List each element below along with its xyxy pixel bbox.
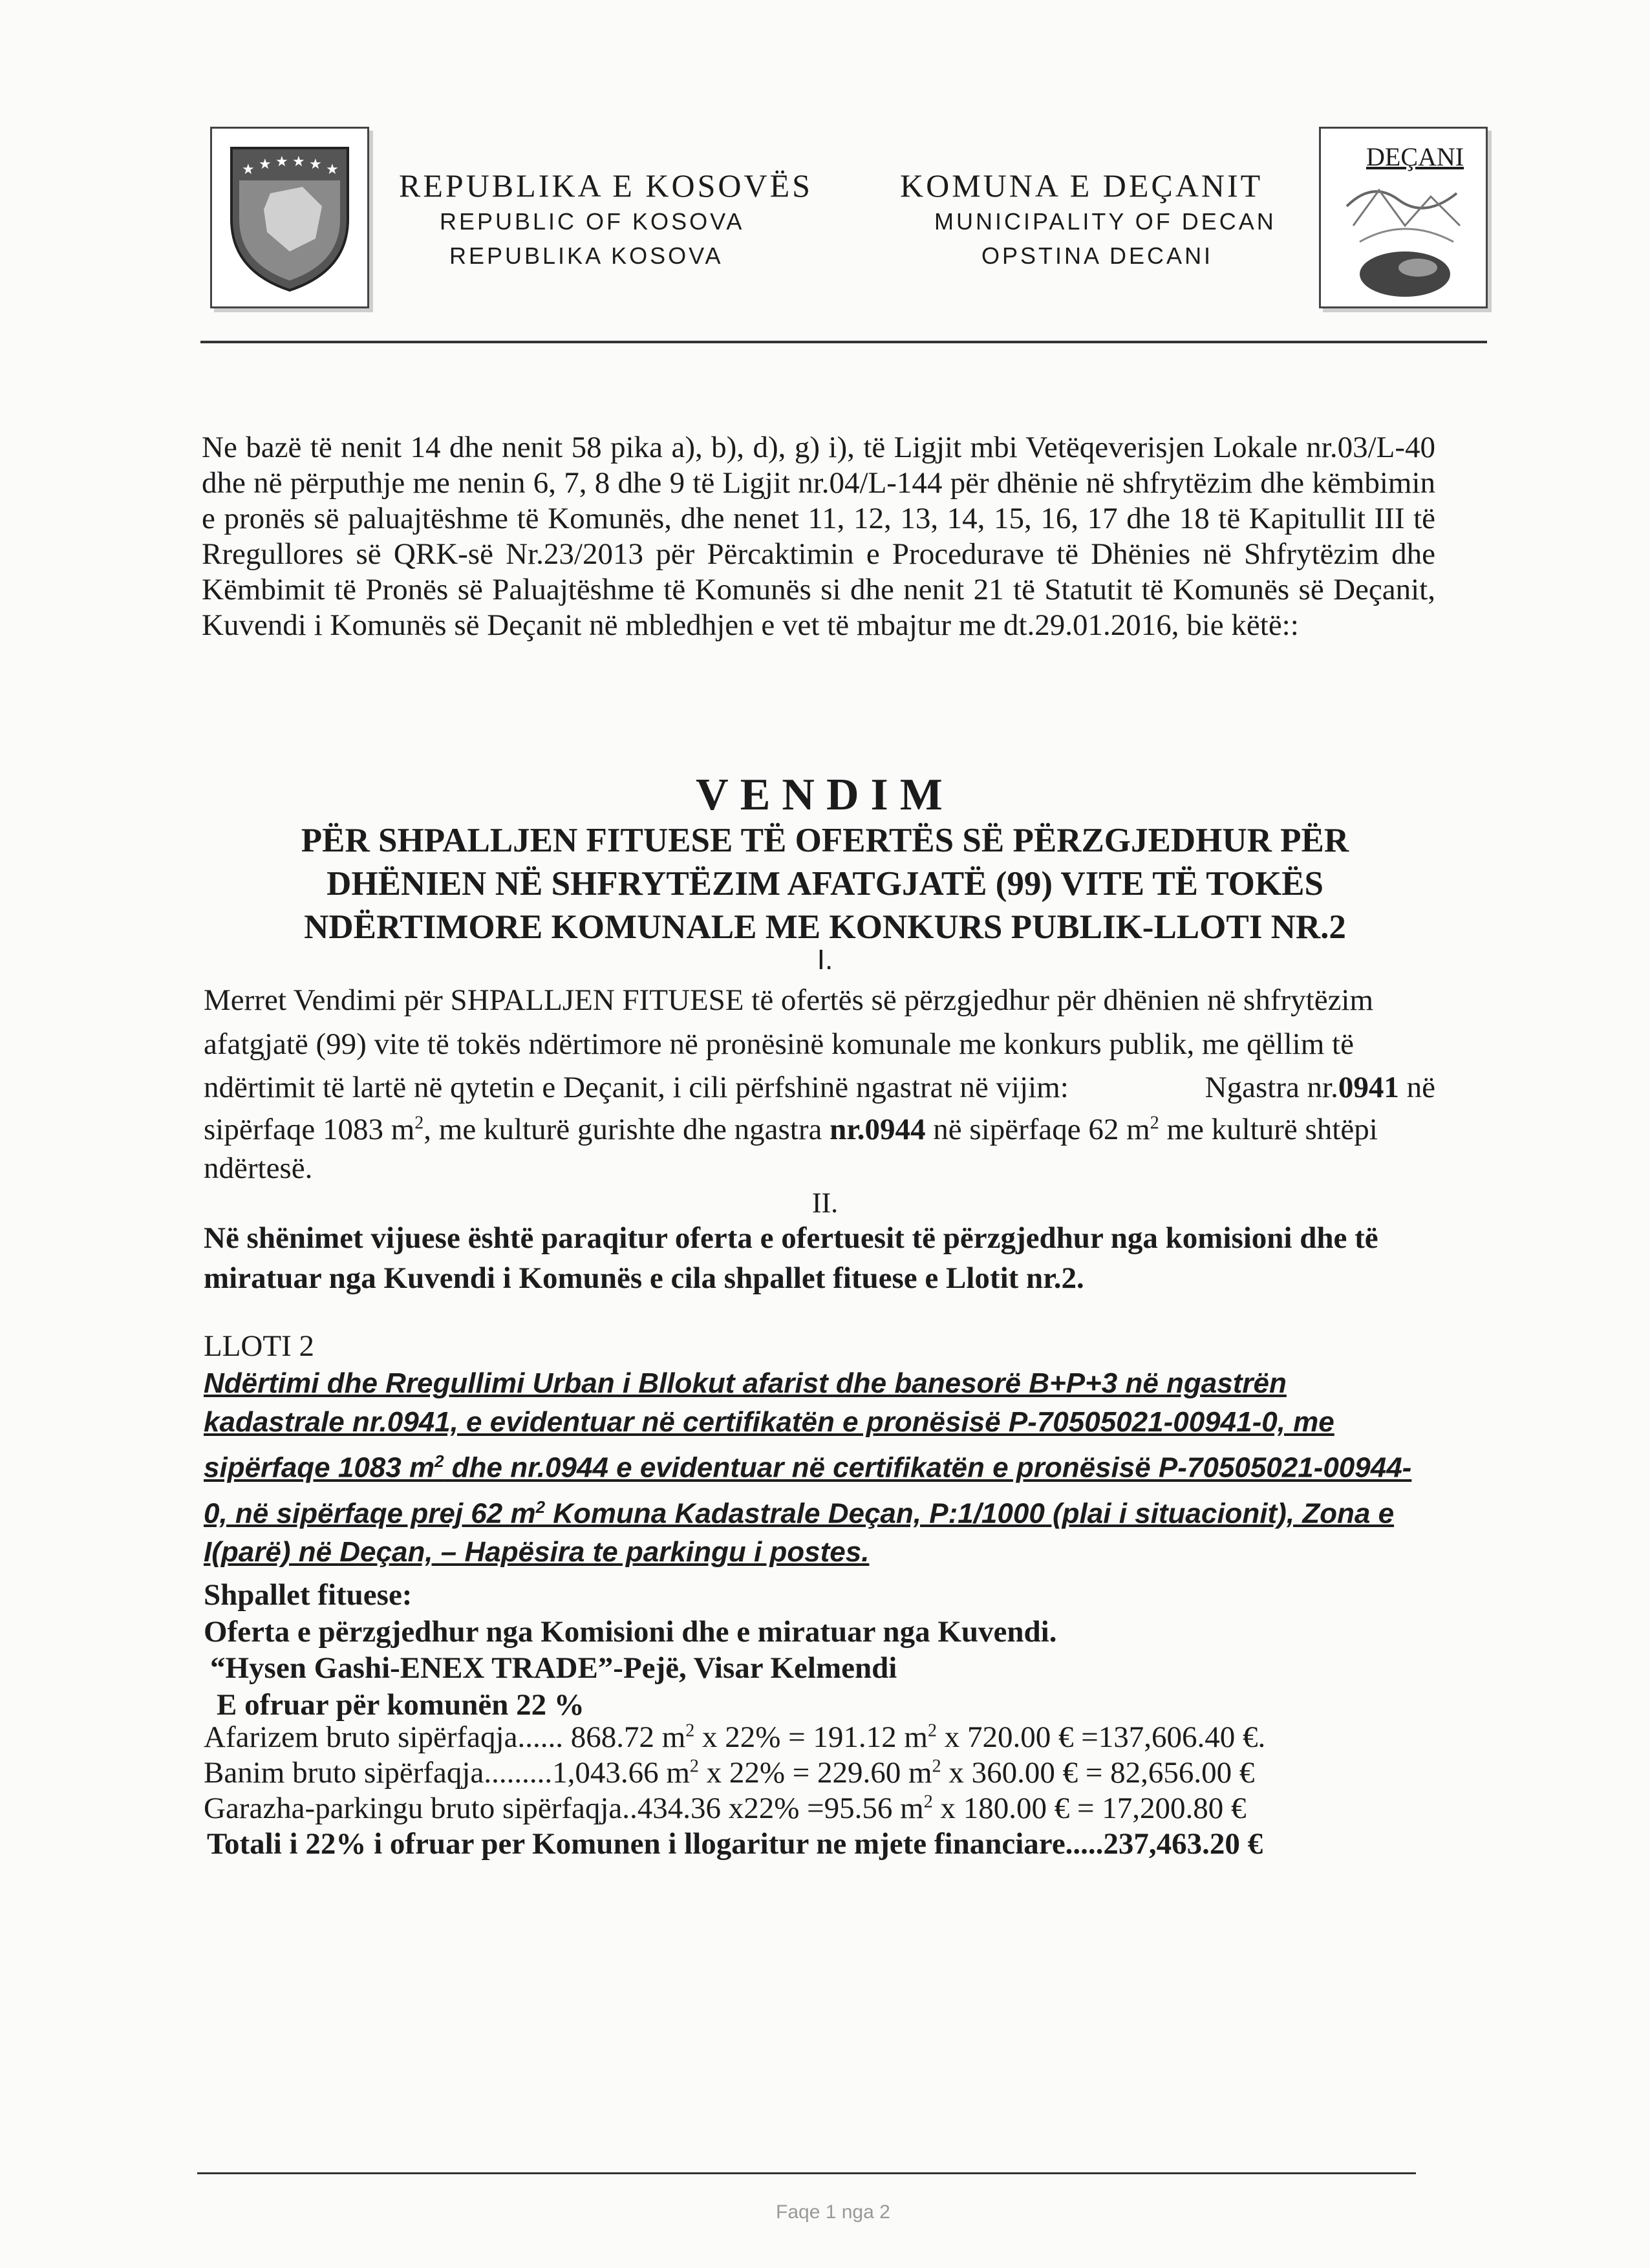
preamble-paragraph: Ne bazë të nenit 14 dhe nenit 58 pika a), b), d), g) i), të Ligjit mbi Vetëqeverisjen Lokale nr.03/L-40 dhe në përputhje me nenin 6, 7, 8 dhe 9 të Ligjit nr.04/L-144 për dhënie në shfrytëzim dhe këmbimin e pronës së paluajtëshme të Komunës, dhe nenet 11, 12, 13, 14, 15, 16, 17 dhe 18 të Kapitullit III të Rregullores së QRK-së Nr.23/2013 për Përcaktimin e Procedurave të Dhënies në Shfrytëzim dhe Këmbimit të Pronës së Paluajtëshme të Komunës si dhe nenit 21 të Statutit të Komunës së Deçanit, Kuvendi i Komunës së Deçanit në mbledhjen e vet të mbajtur me dt.29.01.2016, bie këtë::	[202, 431, 1435, 642]
decision-subtitle-line-2: DHËNIEN NË SHFRYTËZIM AFATGJATË (99) VITE TË TOKËS	[327, 865, 1323, 903]
svg-text:★: ★	[259, 156, 272, 173]
header-divider	[200, 341, 1487, 343]
area-text-4: me kulturë shtëpi	[1159, 1113, 1378, 1146]
winner-line-3: E ofruar për komunën 22 %	[217, 1688, 584, 1722]
lot-line-2: kadastrale nr.0941, e evidentuar në certifikatën e pronësisë P-70505021-00941-0, me	[204, 1406, 1334, 1438]
decision-subtitle-line-1: PËR SHPALLJEN FITUESE TË OFERTËS SË PËRZGJEDHUR PËR	[301, 822, 1349, 859]
section-1-line-5: ndërtesë.	[204, 1151, 313, 1185]
lot-sup-1: 2	[434, 1451, 444, 1471]
parcel-number-0941: 0941	[1338, 1071, 1399, 1104]
section-2-numeral: II.	[811, 1187, 839, 1219]
calc-row-garage: Garazha-parkingu bruto sipërfaqja..434.36 x22% =95.56 $m^2$ x 180.00 € = 17,200.80 €	[204, 1792, 1247, 1825]
calc-1-c: x 720.00 € =137,606.40 €.	[936, 1720, 1266, 1754]
svg-text:★: ★	[275, 154, 288, 170]
page-number: Faqe 1 nga 2	[776, 2201, 890, 2223]
coat-of-arms-icon	[225, 142, 354, 294]
section-1-line-2: afatgjatë (99) vite të tokës ndërtimore në pronësinë komunale me konkurs publik, me qëllim të	[204, 1027, 1354, 1061]
logo-title: DEÇANI	[1366, 142, 1464, 171]
lot-line-3a: sipërfaqe 1083 m	[204, 1451, 435, 1484]
section-1-line-1: Merret Vendimi për SHPALLJEN FITUESE të ofertës së përzgjedhur për dhënien në shfrytëzim	[204, 983, 1374, 1017]
total-line: Totali i 22% i ofruar per Komunen i llogaritur ne mjete financiare.....237,463.20 €	[207, 1827, 1263, 1861]
svg-text:★: ★	[326, 162, 339, 178]
lot-line-3	[204, 1442, 1458, 1488]
decision-title: VENDIM	[696, 770, 954, 820]
lot-line-1: Ndërtimi dhe Rregullimi Urban i Bllokut afarist dhe banesorë B+P+3 në ngastrën	[204, 1367, 1287, 1399]
lot-description	[204, 1364, 1458, 1572]
header-left-title: REPUBLIKA E KOSOVËS	[399, 167, 813, 204]
header-left-subtitle-en: REPUBLIC OF KOSOVA	[440, 208, 745, 235]
parcel-number-0944: nr.0944	[830, 1113, 926, 1146]
calc-2-a: Banim bruto sipërfaqja.........1,043.66 m	[204, 1756, 690, 1790]
svg-text:★: ★	[242, 162, 255, 178]
winner-line-2: “Hysen Gashi-ENEX TRADE”-Pejë, Visar Kelmendi	[210, 1651, 897, 1685]
lot-line-3b: dhe nr.0944 e evidentuar në certifikatën e pronësisë P-70505021-00944-	[444, 1451, 1412, 1484]
area-text-3: në sipërfaqe 62 m	[925, 1113, 1150, 1146]
header-right-subtitle-sr: OPSTINA DECANI	[981, 242, 1214, 269]
header-right-subtitle-en: MUNICIPALITY OF DECAN	[934, 208, 1276, 235]
calc-3-a: Garazha-parkingu bruto sipërfaqja..434.36 x22% =95.56 m	[204, 1792, 924, 1825]
header-right-title: KOMUNA E DEÇANIT	[900, 167, 1263, 204]
area-text-2: , me kulturë gurishte dhe ngastra	[423, 1113, 830, 1146]
parcel-label: Ngastra nr.	[1205, 1071, 1338, 1104]
calc-1-b: x 22% = 191.12 m	[694, 1720, 928, 1754]
svg-text:★: ★	[292, 154, 305, 170]
section-1-line-4	[204, 1112, 1435, 1147]
kosovo-crest	[210, 127, 369, 308]
header-left-subtitle-sr: REPUBLIKA KOSOVA	[449, 242, 723, 269]
winner-line-1: Oferta e përzgjedhur nga Komisioni dhe e miratuar nga Kuvendi.	[204, 1615, 1057, 1649]
section-2-line-1: Në shënimet vijuese është paraqitur oferta e ofertuesit të përzgjedhur nga komisioni dhe të	[204, 1221, 1378, 1255]
section-1-parcel-ref	[1205, 1070, 1435, 1105]
lot-line-4	[204, 1488, 1458, 1534]
lot-sup-2: 2	[535, 1497, 546, 1517]
sup-2b: 2	[1150, 1113, 1159, 1133]
section-1-numeral: I.	[817, 944, 833, 976]
section-1-line-3	[204, 1070, 1435, 1105]
winner-heading: Shpallet fituese:	[204, 1578, 412, 1612]
calc-row-commercial: Afarizem bruto sipërfaqja...... 868.72 $m^2$ x 22% = 191.12 $m^2$ x 720.00 € =137,606.40 €.	[204, 1720, 1266, 1754]
parcel-suffix: në	[1398, 1071, 1435, 1104]
lot-line-4a: 0, në sipërfaqe prej 62 m	[204, 1497, 536, 1530]
lot-heading: LLOTI 2	[204, 1329, 314, 1363]
section-2-line-2: miratuar nga Kuvendi i Komunës e cila shpallet fituese e Llotit nr.2.	[204, 1261, 1084, 1295]
area-text-1: sipërfaqe 1083 m	[204, 1113, 415, 1146]
municipality-emblem-icon	[1321, 129, 1486, 306]
lot-line-5: I(parë) në Deçan, – Hapësira te parkingu i postes.	[204, 1536, 870, 1568]
decani-logo	[1319, 127, 1488, 308]
calc-2-b: x 22% = 229.60 m	[698, 1756, 932, 1790]
section-1-line-3-text: ndërtimit të lartë në qytetin e Deçanit, i cili përfshinë ngastrat në vijim:	[204, 1071, 1069, 1104]
sup-2: 2	[414, 1113, 424, 1133]
calc-1-a: Afarizem bruto sipërfaqja...... 868.72 m	[204, 1720, 686, 1754]
lot-line-4b: Komuna Kadastrale Deçan, P:1/1000 (plai i situacionit), Zona e	[545, 1497, 1395, 1530]
footer-divider	[197, 2172, 1416, 2174]
calc-3-b: x 180.00 € = 17,200.80 €	[932, 1792, 1247, 1825]
decision-subtitle-line-3: NDËRTIMORE KOMUNALE ME KONKURS PUBLIK-LLOTI NR.2	[304, 908, 1346, 946]
calc-row-residential: Banim bruto sipërfaqja.........1,043.66 $m^2$ x 22% = 229.60 $m^2$ x 360.00 € = 82,656.00 €	[204, 1756, 1255, 1790]
svg-text:★: ★	[309, 156, 322, 173]
calc-2-c: x 360.00 € = 82,656.00 €	[941, 1756, 1255, 1790]
